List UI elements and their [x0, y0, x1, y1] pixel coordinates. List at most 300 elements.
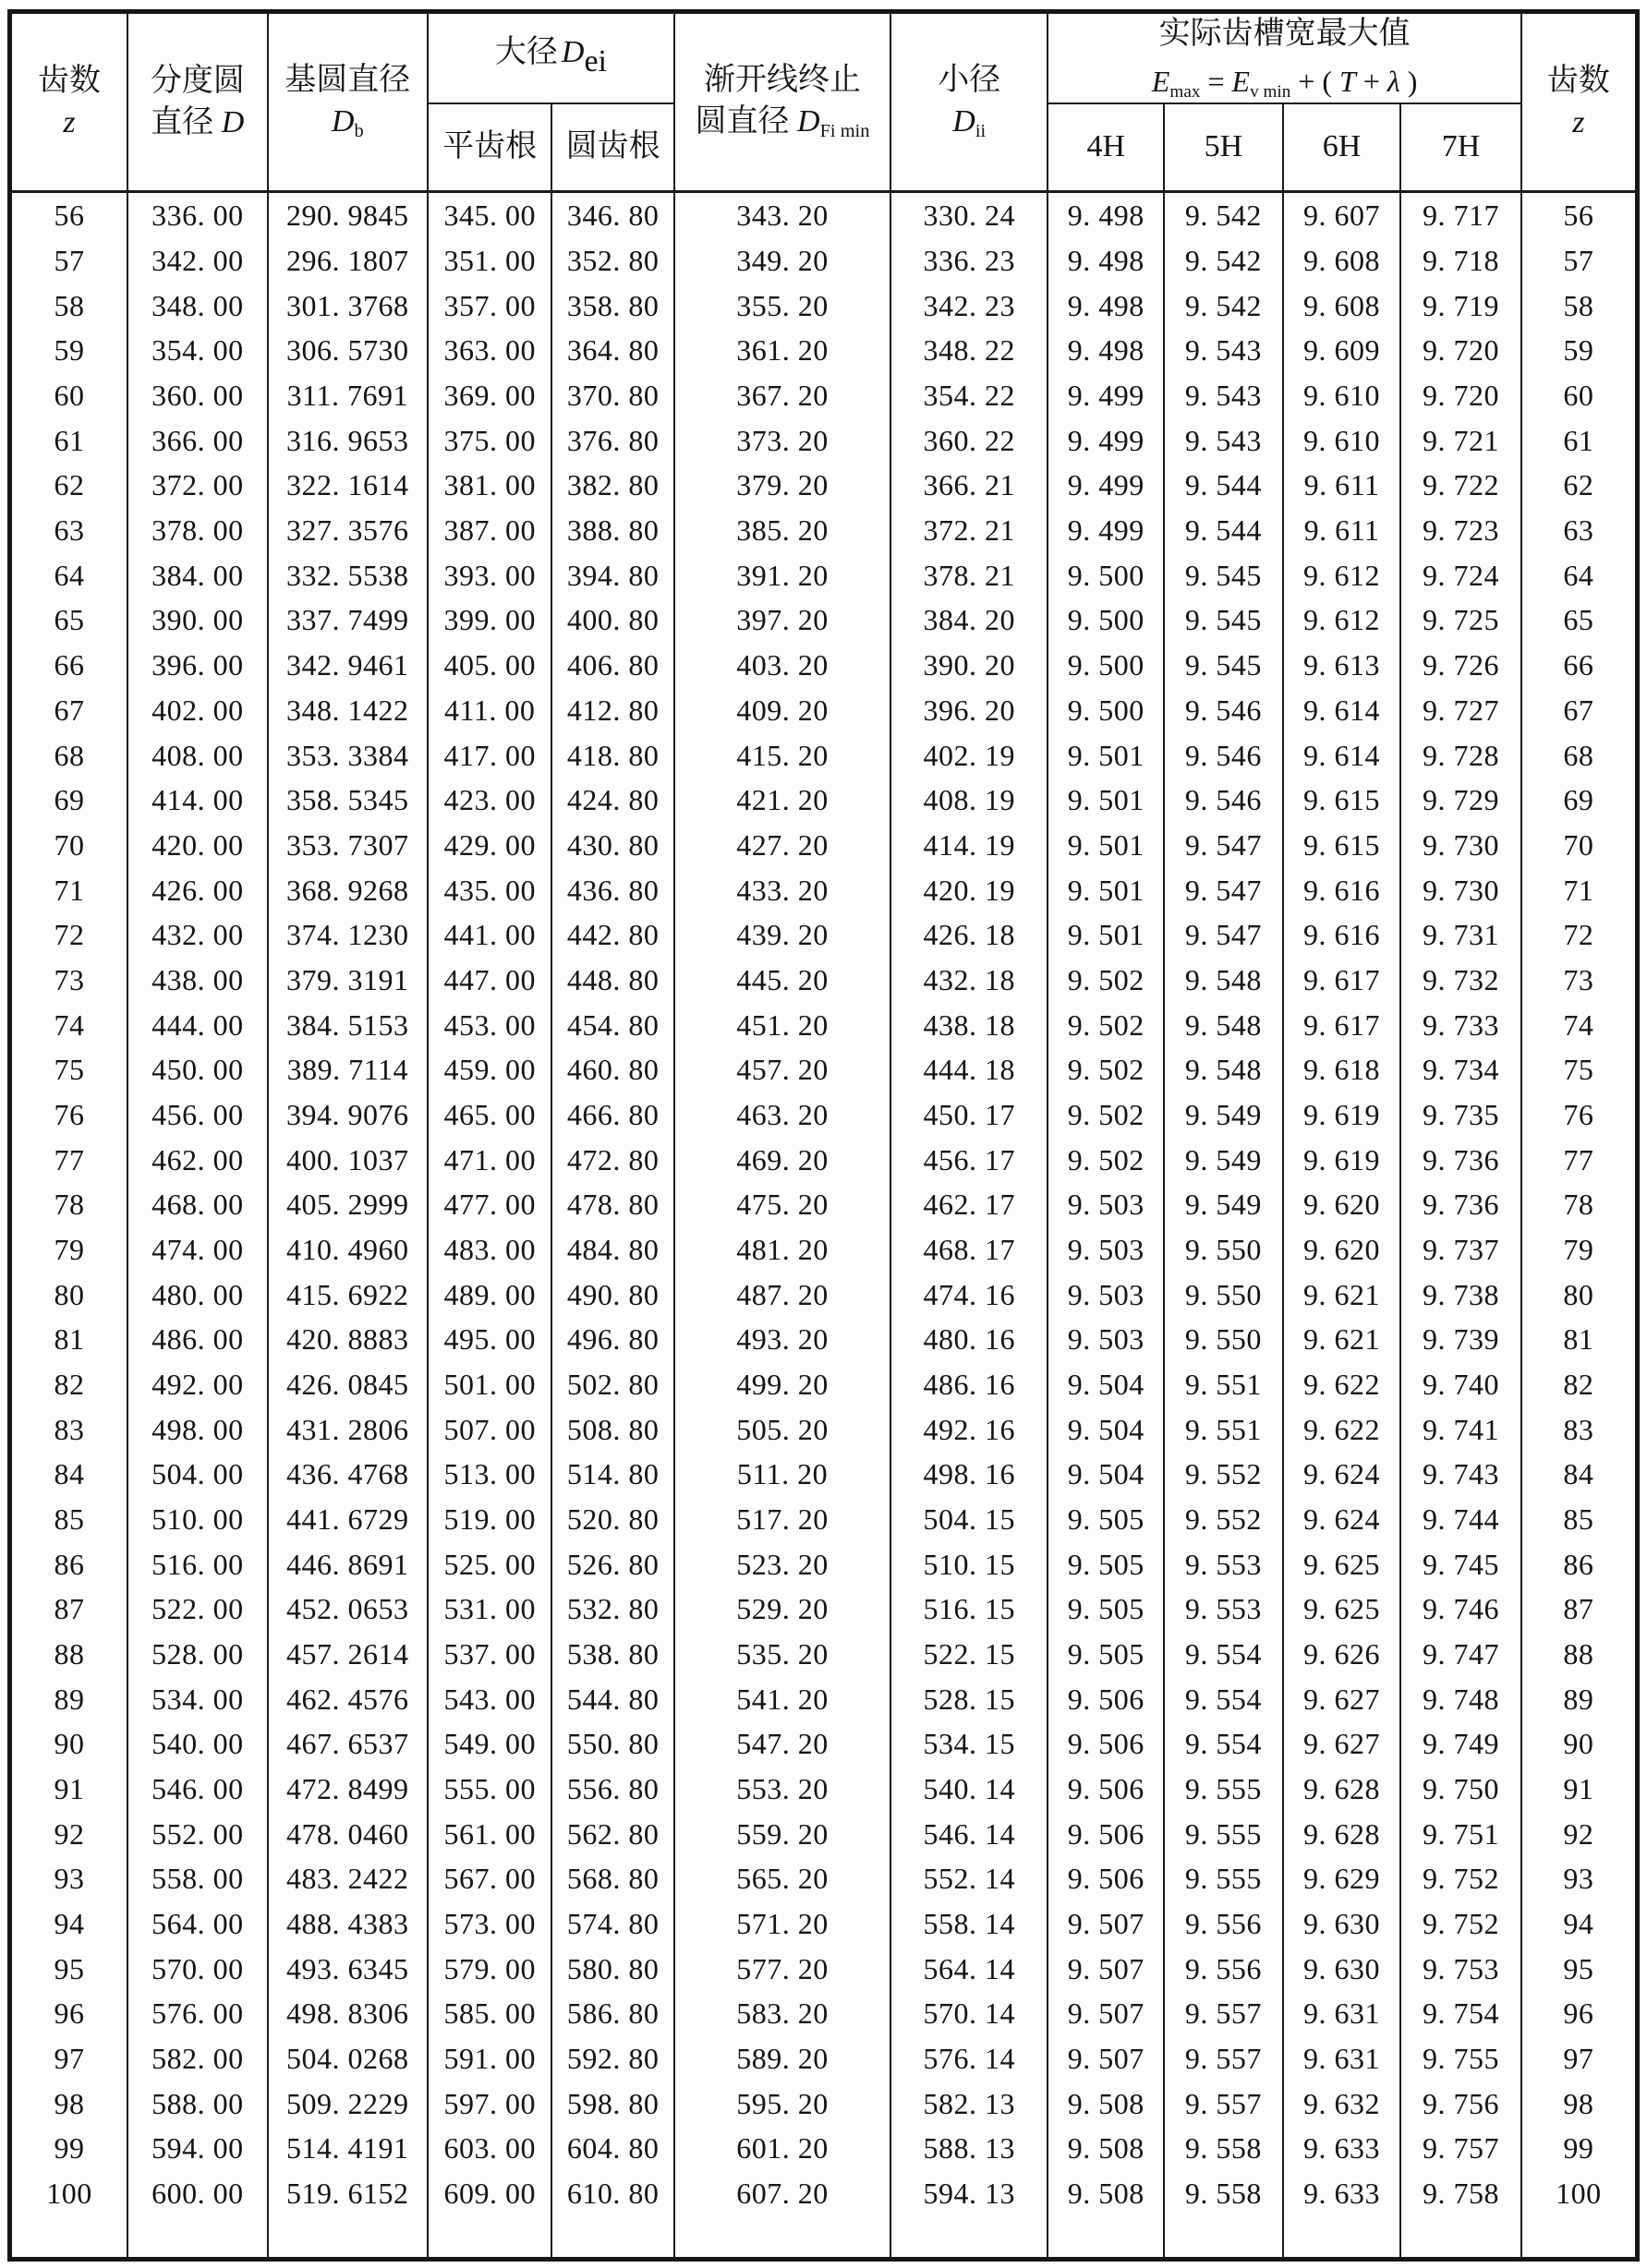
- cell-emax-5h: 9. 554: [1164, 1677, 1283, 1722]
- cell-emax-4h: 9. 500: [1048, 688, 1164, 733]
- cell-emax-4h: 9. 507: [1048, 2036, 1164, 2081]
- cell-involute-end-d: 487. 20: [674, 1273, 890, 1318]
- cell-emax-6h: 9. 612: [1283, 553, 1401, 598]
- cell-pitch-d: 366. 00: [127, 418, 268, 464]
- cell-emax-6h: 9. 630: [1283, 1947, 1401, 1992]
- cell-emax-6h: 9. 624: [1283, 1497, 1401, 1542]
- cell-z-right: 93: [1521, 1856, 1638, 1901]
- cell-emax-4h: 9. 499: [1048, 373, 1164, 418]
- table-row: [10, 1227, 1638, 1273]
- spacer-row: [10, 2217, 1638, 2260]
- d-symbol: D: [221, 104, 245, 139]
- table-row: [10, 1632, 1638, 1677]
- cell-emax-6h: 9. 622: [1283, 1362, 1401, 1407]
- cell-pitch-d: 426. 00: [127, 868, 268, 913]
- cell-emax-4h: 9. 502: [1048, 1047, 1164, 1092]
- cell-z-right: 60: [1521, 373, 1638, 418]
- cell-minor-d: 558. 14: [890, 1901, 1048, 1947]
- cell-major-d-round: 532. 80: [551, 1586, 674, 1632]
- cell-z-right: 75: [1521, 1047, 1638, 1092]
- cell-z-left: 93: [10, 1856, 128, 1901]
- header-label: 分度圆: [150, 63, 245, 98]
- formula-part: +: [1355, 64, 1387, 98]
- cell-emax-6h: 9. 625: [1283, 1586, 1401, 1632]
- cell-z-left: 73: [10, 958, 128, 1003]
- cell-base-d: 472. 8499: [268, 1767, 428, 1812]
- cell-emax-6h: 9. 627: [1283, 1677, 1401, 1722]
- cell-z-left: 91: [10, 1767, 128, 1812]
- cell-base-d: 519. 6152: [268, 2171, 428, 2216]
- cell-major-d-flat: 399. 00: [428, 598, 551, 644]
- cell-involute-end-d: 451. 20: [674, 1003, 890, 1048]
- cell-involute-end-d: 415. 20: [674, 733, 890, 778]
- z-symbol: z: [63, 104, 76, 139]
- cell-base-d: 368. 9268: [268, 868, 428, 913]
- table-row: [10, 2171, 1638, 2216]
- cell-z-left: 65: [10, 598, 128, 644]
- cell-major-d-round: 466. 80: [551, 1092, 674, 1138]
- cell-pitch-d: 570. 00: [127, 1947, 268, 1992]
- cell-involute-end-d: 361. 20: [674, 329, 890, 374]
- cell-emax-6h: 9. 613: [1283, 643, 1401, 688]
- cell-minor-d: 402. 19: [890, 733, 1048, 778]
- cell-z-left: 60: [10, 373, 128, 418]
- cell-major-d-flat: 609. 00: [428, 2171, 551, 2216]
- cell-involute-end-d: 421. 20: [674, 778, 890, 823]
- cell-emax-5h: 9. 551: [1164, 1362, 1283, 1407]
- cell-involute-end-d: 481. 20: [674, 1227, 890, 1273]
- cell-major-d-flat: 495. 00: [428, 1317, 551, 1362]
- cell-emax-7h: 9. 722: [1400, 464, 1521, 509]
- cell-z-right: 98: [1521, 2081, 1638, 2127]
- cell-involute-end-d: 427. 20: [674, 823, 890, 868]
- cell-emax-7h: 9. 745: [1400, 1542, 1521, 1587]
- cell-involute-end-d: 601. 20: [674, 2127, 890, 2172]
- cell-emax-5h: 9. 546: [1164, 733, 1283, 778]
- cell-minor-d: 480. 16: [890, 1317, 1048, 1362]
- cell-major-d-flat: 369. 00: [428, 373, 551, 418]
- cell-major-d-flat: 363. 00: [428, 329, 551, 374]
- cell-emax-5h: 9. 550: [1164, 1227, 1283, 1273]
- cell-emax-7h: 9. 740: [1400, 1362, 1521, 1407]
- spacer-cell: [1400, 2217, 1521, 2260]
- cell-pitch-d: 516. 00: [127, 1542, 268, 1587]
- col-group-max-slot-width: [1048, 12, 1520, 103]
- cell-base-d: 467. 6537: [268, 1721, 428, 1767]
- cell-base-d: 348. 1422: [268, 688, 428, 733]
- cell-minor-d: 330. 24: [890, 192, 1048, 239]
- cell-pitch-d: 576. 00: [127, 1991, 268, 2036]
- cell-emax-6h: 9. 608: [1283, 238, 1401, 284]
- cell-base-d: 296. 1807: [268, 238, 428, 284]
- table-header: [10, 12, 1638, 192]
- cell-major-d-round: 538. 80: [551, 1632, 674, 1677]
- cell-major-d-flat: 393. 00: [428, 553, 551, 598]
- cell-emax-4h: 9. 503: [1048, 1182, 1164, 1227]
- cell-emax-5h: 9. 556: [1164, 1947, 1283, 1992]
- cell-emax-5h: 9. 552: [1164, 1497, 1283, 1542]
- cell-emax-4h: 9. 498: [1048, 284, 1164, 329]
- cell-emax-7h: 9. 746: [1400, 1586, 1521, 1632]
- cell-emax-4h: 9. 502: [1048, 1092, 1164, 1138]
- cell-minor-d: 456. 17: [890, 1138, 1048, 1183]
- cell-emax-5h: 9. 557: [1164, 2081, 1283, 2127]
- cell-emax-6h: 9. 616: [1283, 868, 1401, 913]
- cell-emax-6h: 9. 607: [1283, 192, 1401, 239]
- cell-emax-4h: 9. 498: [1048, 329, 1164, 374]
- cell-pitch-d: 390. 00: [127, 598, 268, 644]
- spacer-cell: [268, 2217, 428, 2260]
- cell-major-d-round: 388. 80: [551, 508, 674, 553]
- cell-major-d-flat: 519. 00: [428, 1497, 551, 1542]
- cell-major-d-round: 352. 80: [551, 238, 674, 284]
- cell-emax-5h: 9. 542: [1164, 192, 1283, 239]
- cell-involute-end-d: 547. 20: [674, 1721, 890, 1767]
- cell-emax-5h: 9. 550: [1164, 1317, 1283, 1362]
- cell-involute-end-d: 349. 20: [674, 238, 890, 284]
- cell-major-d-flat: 555. 00: [428, 1767, 551, 1812]
- spacer-cell: [1164, 2217, 1283, 2260]
- cell-emax-6h: 9. 628: [1283, 1767, 1401, 1812]
- cell-pitch-d: 510. 00: [127, 1497, 268, 1542]
- table-row: [10, 1182, 1638, 1227]
- cell-pitch-d: 378. 00: [127, 508, 268, 553]
- cell-major-d-flat: 585. 00: [428, 1991, 551, 2036]
- cell-pitch-d: 594. 00: [127, 2127, 268, 2172]
- cell-major-d-round: 376. 80: [551, 418, 674, 464]
- cell-minor-d: 588. 13: [890, 2127, 1048, 2172]
- cell-involute-end-d: 355. 20: [674, 284, 890, 329]
- cell-minor-d: 438. 18: [890, 1003, 1048, 1048]
- header-label: 大径: [494, 35, 558, 70]
- cell-involute-end-d: 343. 20: [674, 192, 890, 239]
- cell-z-left: 62: [10, 464, 128, 509]
- cell-emax-6h: 9. 617: [1283, 1003, 1401, 1048]
- cell-involute-end-d: 439. 20: [674, 912, 890, 958]
- cell-minor-d: 462. 17: [890, 1182, 1048, 1227]
- cell-major-d-flat: 507. 00: [428, 1407, 551, 1453]
- cell-emax-5h: 9. 557: [1164, 1991, 1283, 2036]
- col-header-teeth-count-left: [10, 12, 128, 192]
- cell-emax-4h: 9. 499: [1048, 464, 1164, 509]
- cell-emax-7h: 9. 748: [1400, 1677, 1521, 1722]
- cell-base-d: 353. 3384: [268, 733, 428, 778]
- cell-minor-d: 426. 18: [890, 912, 1048, 958]
- cell-emax-7h: 9. 758: [1400, 2171, 1521, 2216]
- cell-z-left: 86: [10, 1542, 128, 1587]
- cell-pitch-d: 558. 00: [127, 1856, 268, 1901]
- cell-z-left: 76: [10, 1092, 128, 1138]
- cell-minor-d: 516. 15: [890, 1586, 1048, 1632]
- cell-major-d-round: 610. 80: [551, 2171, 674, 2216]
- cell-major-d-round: 598. 80: [551, 2081, 674, 2127]
- cell-z-right: 56: [1521, 192, 1638, 239]
- cell-pitch-d: 372. 00: [127, 464, 268, 509]
- cell-involute-end-d: 583. 20: [674, 1991, 890, 2036]
- cell-major-d-round: 574. 80: [551, 1901, 674, 1947]
- cell-pitch-d: 336. 00: [127, 192, 268, 239]
- cell-major-d-round: 406. 80: [551, 643, 674, 688]
- cell-emax-6h: 9. 630: [1283, 1901, 1401, 1947]
- cell-z-left: 81: [10, 1317, 128, 1362]
- cell-major-d-round: 430. 80: [551, 823, 674, 868]
- cell-emax-5h: 9. 551: [1164, 1407, 1283, 1453]
- table-row: [10, 868, 1638, 913]
- cell-major-d-round: 592. 80: [551, 2036, 674, 2081]
- cell-emax-5h: 9. 543: [1164, 418, 1283, 464]
- cell-emax-4h: 9. 498: [1048, 192, 1164, 239]
- cell-z-right: 95: [1521, 1947, 1638, 1992]
- cell-major-d-round: 400. 80: [551, 598, 674, 644]
- cell-z-left: 96: [10, 1991, 128, 2036]
- cell-major-d-round: 496. 80: [551, 1317, 674, 1362]
- cell-base-d: 483. 2422: [268, 1856, 428, 1901]
- cell-major-d-round: 562. 80: [551, 1812, 674, 1857]
- cell-minor-d: 354. 22: [890, 373, 1048, 418]
- cell-major-d-round: 556. 80: [551, 1767, 674, 1812]
- cell-major-d-flat: 435. 00: [428, 868, 551, 913]
- cell-z-left: 85: [10, 1497, 128, 1542]
- cell-major-d-round: 394. 80: [551, 553, 674, 598]
- cell-major-d-flat: 513. 00: [428, 1452, 551, 1497]
- cell-emax-4h: 9. 499: [1048, 508, 1164, 553]
- cell-emax-6h: 9. 633: [1283, 2171, 1401, 2216]
- cell-z-right: 92: [1521, 1812, 1638, 1857]
- cell-emax-6h: 9. 612: [1283, 598, 1401, 644]
- cell-z-left: 69: [10, 778, 128, 823]
- cell-emax-5h: 9. 548: [1164, 1047, 1283, 1092]
- cell-emax-5h: 9. 547: [1164, 868, 1283, 913]
- cell-base-d: 337. 7499: [268, 598, 428, 644]
- spacer-cell: [127, 2217, 268, 2260]
- cell-minor-d: 360. 22: [890, 418, 1048, 464]
- cell-z-left: 100: [10, 2171, 128, 2216]
- cell-emax-7h: 9. 752: [1400, 1856, 1521, 1901]
- cell-major-d-round: 520. 80: [551, 1497, 674, 1542]
- cell-involute-end-d: 577. 20: [674, 1947, 890, 1992]
- dfi-symbol: D: [797, 103, 820, 139]
- table-row: [10, 598, 1638, 644]
- cell-involute-end-d: 469. 20: [674, 1138, 890, 1183]
- cell-emax-7h: 9. 720: [1400, 329, 1521, 374]
- formula-part: v min: [1250, 81, 1291, 102]
- cell-emax-7h: 9. 743: [1400, 1452, 1521, 1497]
- cell-minor-d: 450. 17: [890, 1092, 1048, 1138]
- spacer-cell: [890, 2217, 1048, 2260]
- cell-major-d-round: 484. 80: [551, 1227, 674, 1273]
- cell-z-right: 57: [1521, 238, 1638, 284]
- cell-minor-d: 564. 14: [890, 1947, 1048, 1992]
- cell-base-d: 420. 8883: [268, 1317, 428, 1362]
- cell-emax-6h: 9. 610: [1283, 418, 1401, 464]
- cell-z-right: 94: [1521, 1901, 1638, 1947]
- cell-z-right: 68: [1521, 733, 1638, 778]
- cell-pitch-d: 342. 00: [127, 238, 268, 284]
- formula-part: max: [1169, 81, 1201, 102]
- table-row: [10, 1138, 1638, 1183]
- cell-z-right: 86: [1521, 1542, 1638, 1587]
- cell-major-d-flat: 597. 00: [428, 2081, 551, 2127]
- table-body: [10, 192, 1638, 2260]
- col-header-minor-diameter: [890, 12, 1048, 192]
- cell-emax-7h: 9. 727: [1400, 688, 1521, 733]
- cell-z-left: 98: [10, 2081, 128, 2127]
- cell-emax-5h: 9. 547: [1164, 823, 1283, 868]
- table-row: [10, 1856, 1638, 1901]
- cell-major-d-flat: 417. 00: [428, 733, 551, 778]
- cell-pitch-d: 528. 00: [127, 1632, 268, 1677]
- cell-emax-6h: 9. 632: [1283, 2081, 1401, 2127]
- cell-emax-5h: 9. 544: [1164, 508, 1283, 553]
- cell-minor-d: 570. 14: [890, 1991, 1048, 2036]
- cell-z-right: 96: [1521, 1991, 1638, 2036]
- cell-minor-d: 348. 22: [890, 329, 1048, 374]
- cell-emax-6h: 9. 616: [1283, 912, 1401, 958]
- cell-emax-5h: 9. 546: [1164, 688, 1283, 733]
- cell-involute-end-d: 517. 20: [674, 1497, 890, 1542]
- cell-major-d-round: 346. 80: [551, 192, 674, 239]
- cell-pitch-d: 396. 00: [127, 643, 268, 688]
- header-label: 渐开线终止: [703, 63, 861, 98]
- cell-involute-end-d: 571. 20: [674, 1901, 890, 1947]
- cell-base-d: 488. 4383: [268, 1901, 428, 1947]
- col-header-base-diameter: [268, 12, 428, 192]
- table-row: [10, 2036, 1638, 2081]
- cell-emax-7h: 9. 730: [1400, 823, 1521, 868]
- cell-pitch-d: 438. 00: [127, 958, 268, 1003]
- cell-pitch-d: 408. 00: [127, 733, 268, 778]
- table-row: [10, 1317, 1638, 1362]
- cell-involute-end-d: 595. 20: [674, 2081, 890, 2127]
- cell-base-d: 379. 3191: [268, 958, 428, 1003]
- cell-major-d-flat: 603. 00: [428, 2127, 551, 2172]
- cell-z-right: 89: [1521, 1677, 1638, 1722]
- db-symbol: D: [331, 103, 355, 139]
- cell-emax-4h: 9. 507: [1048, 1991, 1164, 2036]
- cell-z-left: 77: [10, 1138, 128, 1183]
- cell-major-d-flat: 531. 00: [428, 1586, 551, 1632]
- cell-pitch-d: 552. 00: [127, 1812, 268, 1857]
- cell-z-left: 75: [10, 1047, 128, 1092]
- cell-emax-4h: 9. 499: [1048, 418, 1164, 464]
- cell-pitch-d: 600. 00: [127, 2171, 268, 2216]
- cell-minor-d: 396. 20: [890, 688, 1048, 733]
- cell-emax-5h: 9. 549: [1164, 1092, 1283, 1138]
- cell-involute-end-d: 589. 20: [674, 2036, 890, 2081]
- cell-emax-4h: 9. 506: [1048, 1677, 1164, 1722]
- cell-emax-7h: 9. 729: [1400, 778, 1521, 823]
- cell-emax-4h: 9. 506: [1048, 1812, 1164, 1857]
- header-label: 小径: [938, 63, 1001, 98]
- cell-major-d-round: 490. 80: [551, 1273, 674, 1318]
- cell-base-d: 405. 2999: [268, 1182, 428, 1227]
- cell-emax-6h: 9. 633: [1283, 2127, 1401, 2172]
- cell-emax-5h: 9. 558: [1164, 2171, 1283, 2216]
- cell-emax-4h: 9. 505: [1048, 1542, 1164, 1587]
- cell-emax-7h: 9. 721: [1400, 418, 1521, 464]
- cell-emax-5h: 9. 549: [1164, 1138, 1283, 1183]
- header-group-row: [10, 12, 1638, 103]
- emax-title: 实际齿槽宽最大值: [1158, 17, 1411, 51]
- cell-emax-4h: 9. 502: [1048, 1003, 1164, 1048]
- cell-emax-6h: 9. 631: [1283, 2036, 1401, 2081]
- cell-base-d: 431. 2806: [268, 1407, 428, 1453]
- cell-emax-4h: 9. 508: [1048, 2171, 1164, 2216]
- cell-involute-end-d: 403. 20: [674, 643, 890, 688]
- cell-emax-4h: 9. 503: [1048, 1273, 1164, 1318]
- cell-involute-end-d: 499. 20: [674, 1362, 890, 1407]
- cell-z-right: 66: [1521, 643, 1638, 688]
- cell-pitch-d: 432. 00: [127, 912, 268, 958]
- cell-major-d-flat: 465. 00: [428, 1092, 551, 1138]
- cell-major-d-flat: 453. 00: [428, 1003, 551, 1048]
- cell-major-d-flat: 549. 00: [428, 1721, 551, 1767]
- cell-base-d: 327. 3576: [268, 508, 428, 553]
- cell-emax-7h: 9. 737: [1400, 1227, 1521, 1273]
- cell-pitch-d: 534. 00: [127, 1677, 268, 1722]
- cell-z-right: 74: [1521, 1003, 1638, 1048]
- cell-major-d-flat: 429. 00: [428, 823, 551, 868]
- table-row: [10, 958, 1638, 1003]
- cell-z-right: 80: [1521, 1273, 1638, 1318]
- cell-z-left: 87: [10, 1586, 128, 1632]
- table-row: [10, 2081, 1638, 2127]
- cell-z-left: 92: [10, 1812, 128, 1857]
- cell-emax-4h: 9. 500: [1048, 643, 1164, 688]
- cell-emax-4h: 9. 500: [1048, 553, 1164, 598]
- cell-major-d-round: 364. 80: [551, 329, 674, 374]
- cell-z-left: 66: [10, 643, 128, 688]
- cell-z-right: 90: [1521, 1721, 1638, 1767]
- cell-base-d: 410. 4960: [268, 1227, 428, 1273]
- cell-emax-5h: 9. 545: [1164, 598, 1283, 644]
- cell-z-right: 61: [1521, 418, 1638, 464]
- cell-base-d: 311. 7691: [268, 373, 428, 418]
- cell-minor-d: 498. 16: [890, 1452, 1048, 1497]
- table-row: [10, 1047, 1638, 1092]
- cell-base-d: 504. 0268: [268, 2036, 428, 2081]
- cell-emax-4h: 9. 501: [1048, 778, 1164, 823]
- cell-major-d-round: 508. 80: [551, 1407, 674, 1453]
- dei-symbol: D: [561, 35, 585, 70]
- cell-emax-6h: 9. 622: [1283, 1407, 1401, 1453]
- cell-minor-d: 420. 19: [890, 868, 1048, 913]
- cell-pitch-d: 522. 00: [127, 1586, 268, 1632]
- cell-z-right: 76: [1521, 1092, 1638, 1138]
- cell-involute-end-d: 559. 20: [674, 1812, 890, 1857]
- cell-major-d-flat: 459. 00: [428, 1047, 551, 1092]
- cell-emax-5h: 9. 558: [1164, 2127, 1283, 2172]
- cell-emax-6h: 9. 608: [1283, 284, 1401, 329]
- cell-z-left: 56: [10, 192, 128, 239]
- cell-base-d: 498. 8306: [268, 1991, 428, 2036]
- cell-pitch-d: 546. 00: [127, 1767, 268, 1812]
- cell-emax-5h: 9. 553: [1164, 1542, 1283, 1587]
- table-row: [10, 1901, 1638, 1947]
- cell-emax-5h: 9. 557: [1164, 2036, 1283, 2081]
- cell-major-d-round: 478. 80: [551, 1182, 674, 1227]
- cell-minor-d: 342. 23: [890, 284, 1048, 329]
- table-row: [10, 643, 1638, 688]
- cell-emax-5h: 9. 546: [1164, 778, 1283, 823]
- cell-minor-d: 510. 15: [890, 1542, 1048, 1587]
- cell-z-left: 74: [10, 1003, 128, 1048]
- cell-major-d-round: 502. 80: [551, 1362, 674, 1407]
- cell-emax-4h: 9. 502: [1048, 1138, 1164, 1183]
- table-row: [10, 418, 1638, 464]
- table-row: [10, 1586, 1638, 1632]
- cell-z-right: 69: [1521, 778, 1638, 823]
